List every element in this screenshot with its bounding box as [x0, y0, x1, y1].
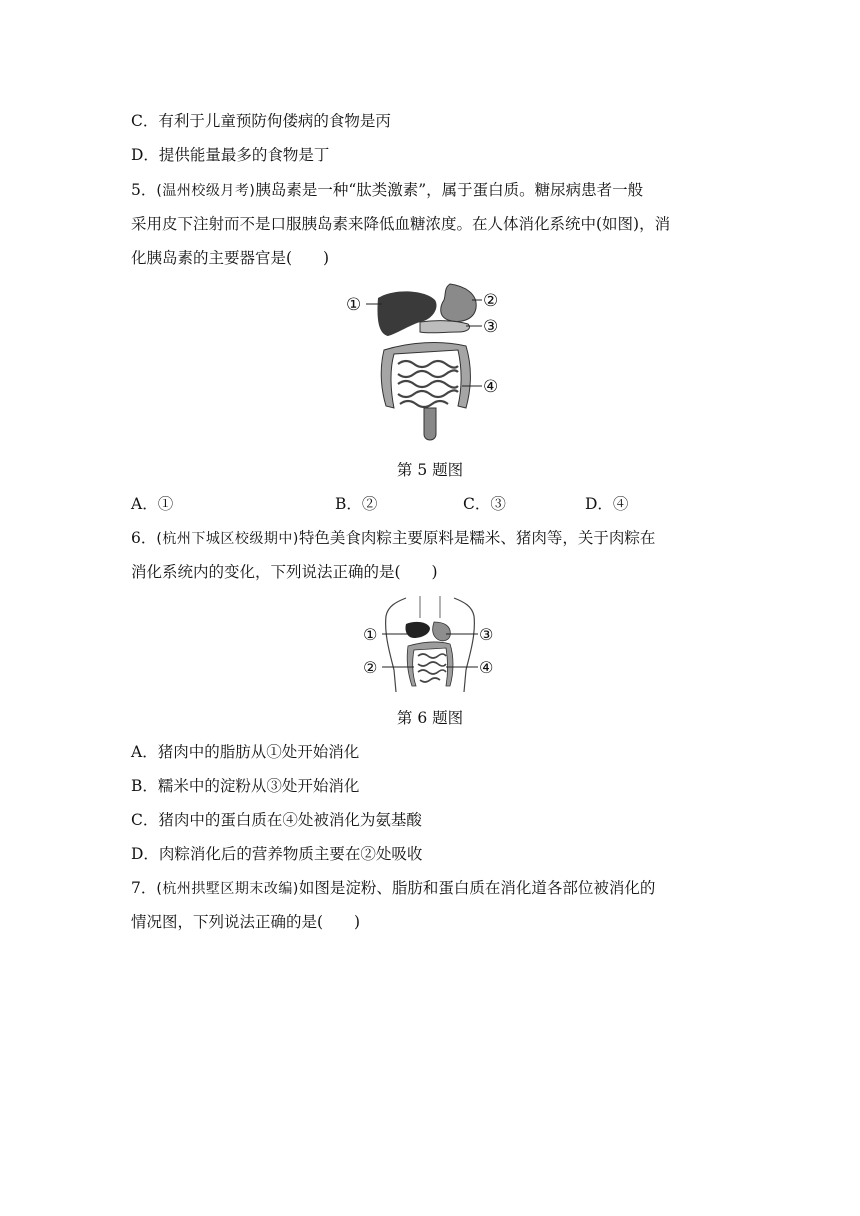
stomach-shape: [441, 284, 476, 322]
q5-line3: 化胰岛素的主要器官是( ): [131, 249, 330, 267]
q6-number: 6．: [131, 529, 157, 547]
q5-number: 5．: [131, 181, 157, 199]
q6-line2: 消化系统内的变化，下列说法正确的是( ): [131, 563, 438, 581]
small-intestine-shape: [398, 361, 458, 407]
q6-option-b: B．糯米中的淀粉从③处开始消化: [131, 777, 360, 795]
q5-option-a: A．①: [131, 495, 174, 513]
liver-shape-small: [405, 622, 430, 638]
q6-torso-figure: [360, 594, 500, 694]
pancreas-shape: [420, 321, 470, 333]
q5-line2: 采用皮下注射而不是口服胰岛素来降低血糖浓度。在人体消化系统中(如图)，消: [131, 215, 671, 233]
q5-digestive-figure: [340, 276, 510, 446]
q5-option-c: C．③: [463, 495, 506, 513]
large-intestine-shape: [381, 343, 470, 408]
stomach-shape-small: [433, 622, 451, 641]
q6-caption: 第 6 题图: [396, 709, 464, 727]
small-intestine-small: [418, 654, 446, 682]
q5-line1: [131, 180, 643, 201]
q5-caption: 第 5 题图: [396, 461, 464, 479]
q6-label-3: ③: [479, 625, 494, 644]
q4-option-d: D．提供能量最多的食物是丁: [131, 146, 330, 164]
q4-option-c: C．有利于儿童预防佝偻病的食物是丙: [131, 112, 391, 130]
q6-label-1: ①: [363, 625, 378, 644]
q6-option-a: A．猪肉中的脂肪从①处开始消化: [131, 743, 360, 761]
q6-label-2: ②: [363, 658, 378, 677]
q6-line1: [131, 528, 655, 549]
q5-text1: 胰岛素是一种“肽类激素”，属于蛋白质。糖尿病患者一般: [255, 181, 644, 199]
q6-option-d: D．肉粽消化后的营养物质主要在②处吸收: [131, 845, 423, 863]
q5-label-1: ①: [346, 295, 362, 315]
q5-label-3: ③: [483, 317, 499, 337]
q6-source: (杭州下城区校级期中): [156, 531, 299, 547]
q7-number: 7．: [131, 879, 157, 897]
q5-source: (温州校级月考): [156, 183, 256, 199]
q6-option-c: C．猪肉中的蛋白质在④处被消化为氨基酸: [131, 811, 422, 829]
q7-text1: 如图是淀粉、脂肪和蛋白质在消化道各部位被消化的: [298, 879, 656, 897]
q5-label-4: ④: [483, 377, 499, 397]
q6-text1: 特色美食肉粽主要原料是糯米、猪肉等，关于肉粽在: [298, 529, 656, 547]
q5-label-2: ②: [483, 291, 499, 311]
q7-line1: [131, 878, 655, 899]
q6-label-4: ④: [479, 658, 494, 677]
q5-option-b: B．②: [335, 495, 378, 513]
q5-option-d: D．④: [585, 495, 629, 513]
q7-line2: 情况图，下列说法正确的是( ): [131, 913, 361, 931]
q7-source: (杭州拱墅区期末改编): [156, 881, 299, 897]
